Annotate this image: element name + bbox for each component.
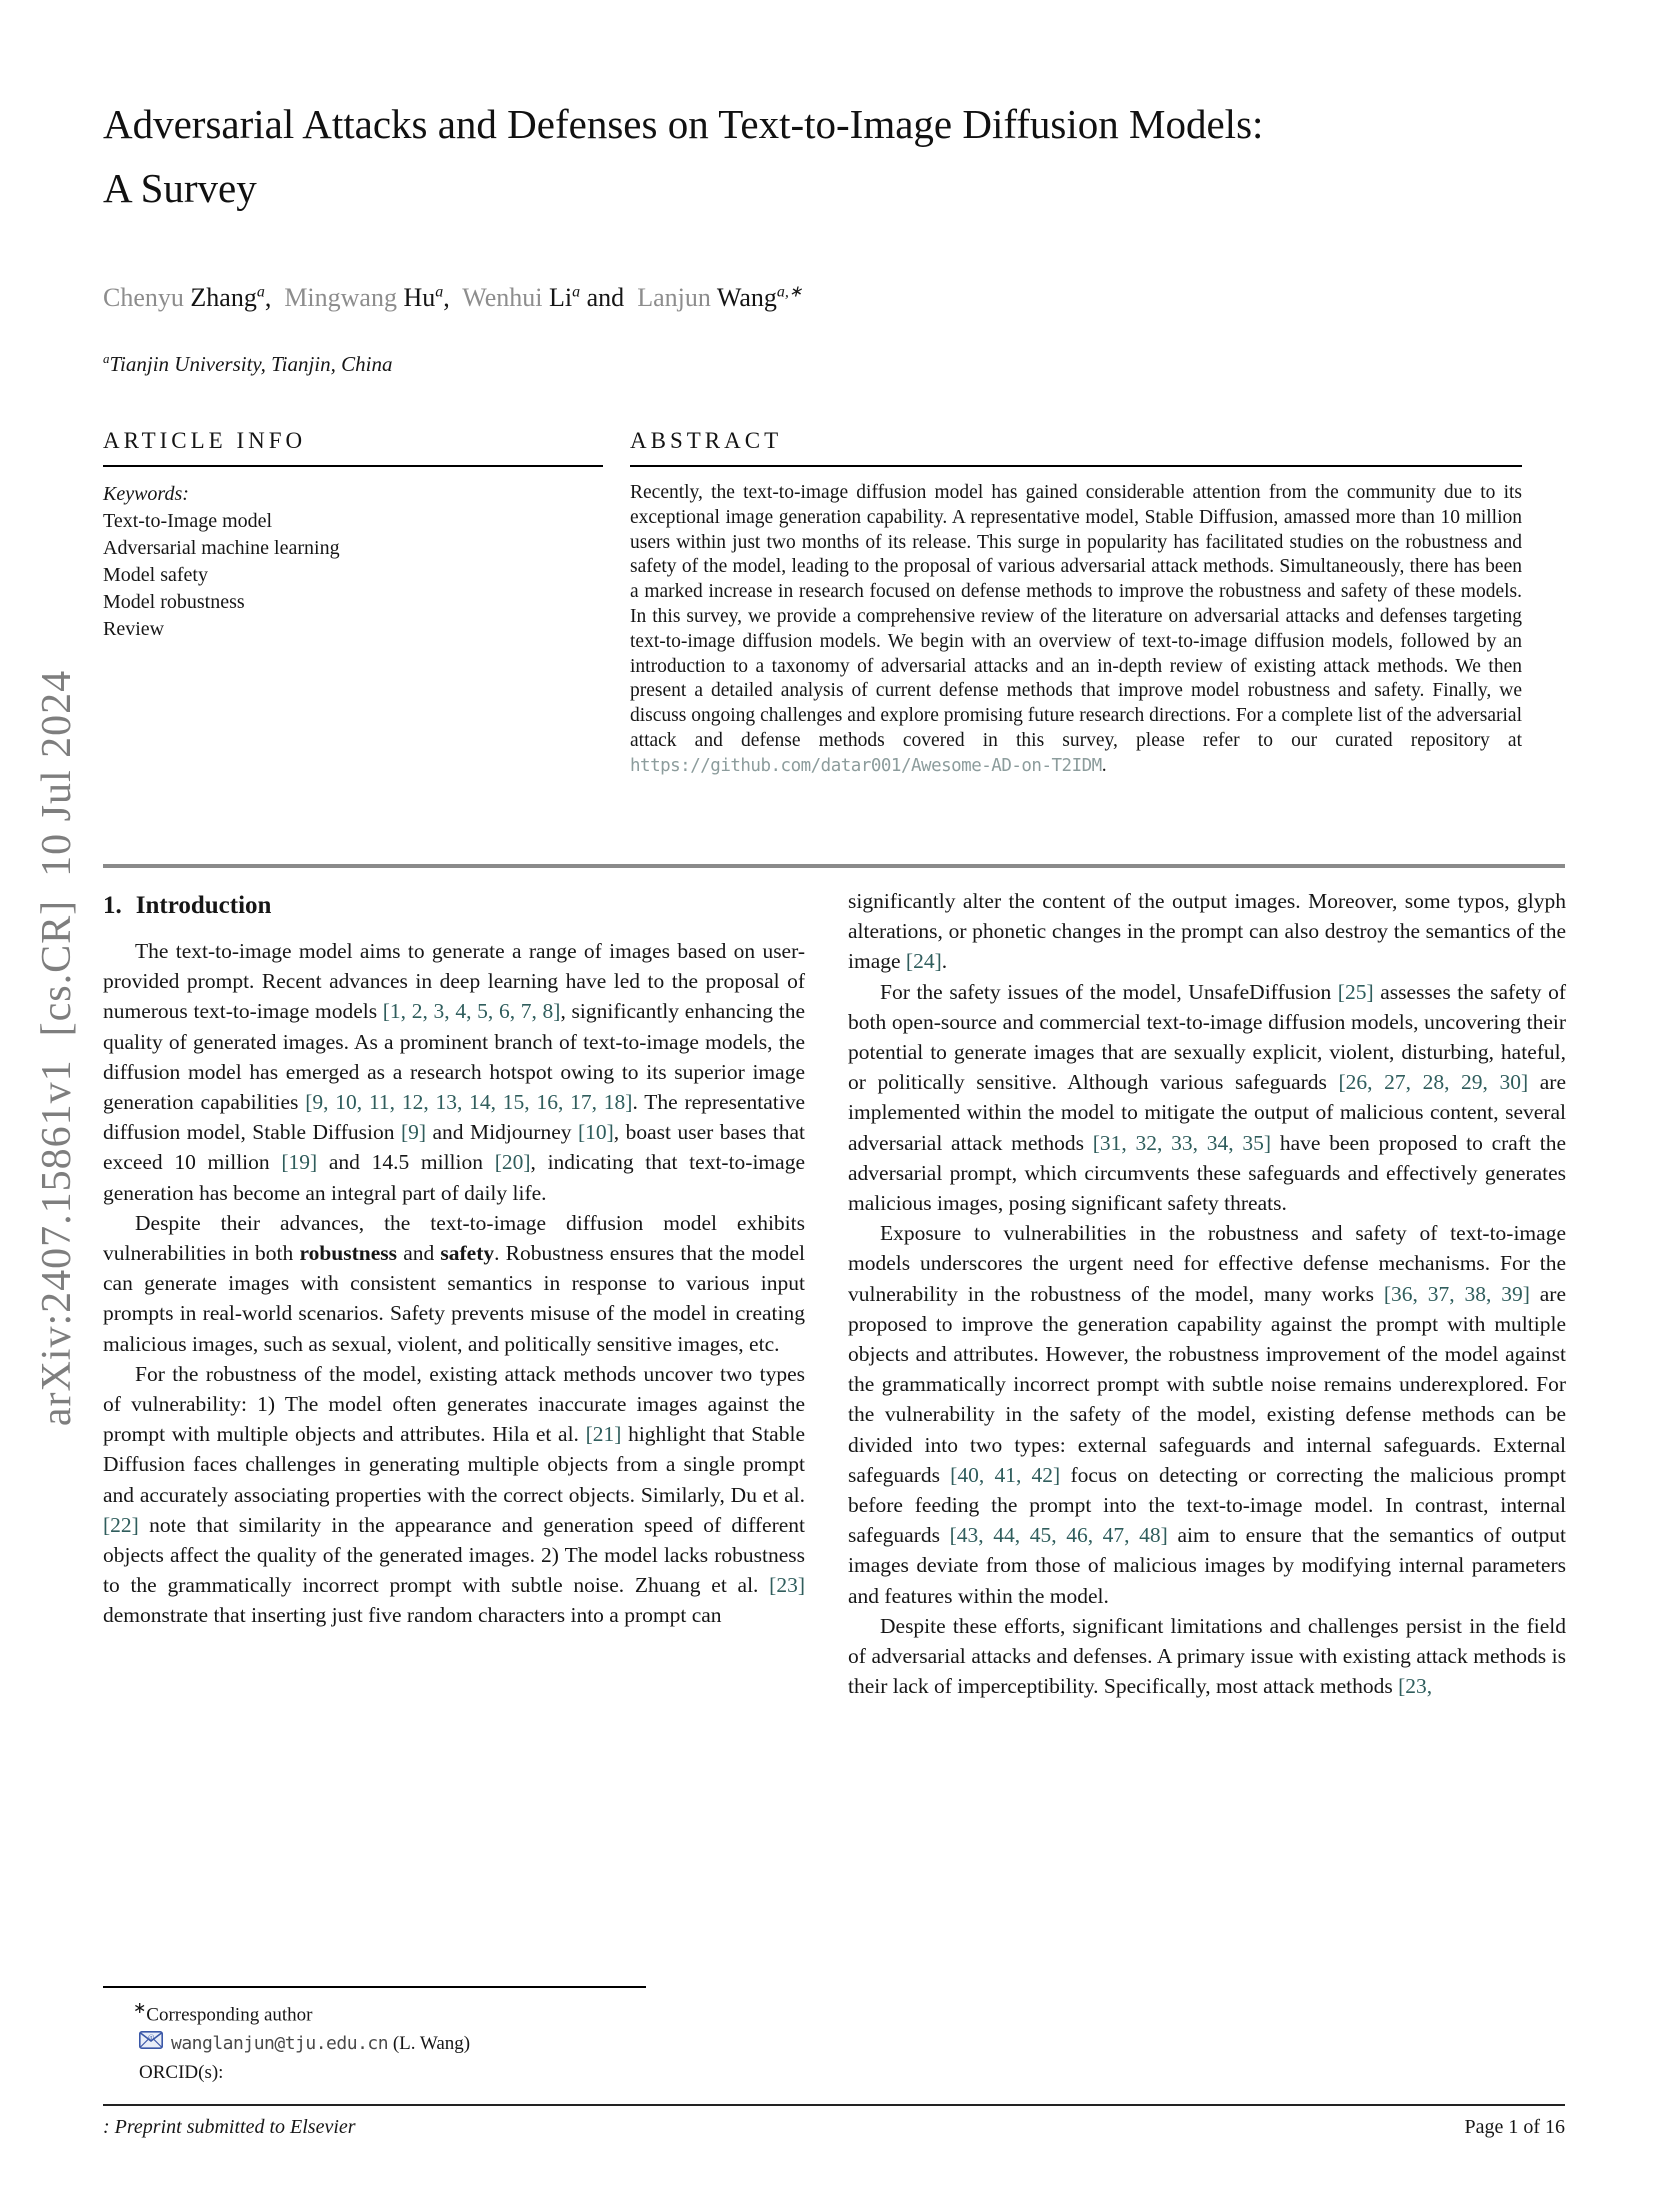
paper-title-line2: A Survey <box>103 165 257 211</box>
citation-link[interactable]: [36, 37, 38, 39] <box>1383 1281 1530 1306</box>
corresponding-email[interactable]: wanglanjun@tju.edu.cn <box>171 2033 389 2055</box>
author-affil-mark: a <box>256 283 265 301</box>
author-given-name: Chenyu <box>103 283 184 312</box>
keyword-item: Text-to-Image model <box>103 510 273 532</box>
keywords-label: Keywords: <box>103 483 189 505</box>
author-list <box>103 283 1503 313</box>
citation-link[interactable]: [43, 44, 45, 46, 47, 48] <box>949 1523 1168 1548</box>
citation-link[interactable]: [9] <box>400 1120 427 1145</box>
header-separator-rule <box>103 864 1565 868</box>
author-affil-mark: a <box>435 283 444 301</box>
orcid-line: ORCID(s): <box>139 2062 224 2084</box>
article-info-rule <box>103 465 603 467</box>
citation-link[interactable]: [1, 2, 3, 4, 5, 6, 7, 8] <box>382 999 561 1024</box>
citation-link[interactable]: [10] <box>577 1120 614 1145</box>
footer-rule <box>103 2104 1565 2106</box>
section-number: 1. <box>103 892 122 919</box>
keyword-item: Model safety <box>103 564 208 586</box>
author-family-name: Zhang <box>190 283 257 312</box>
citation-link[interactable]: [23, <box>1398 1674 1433 1699</box>
footnote-rule <box>103 1986 646 1988</box>
email-icon <box>139 2029 163 2058</box>
paragraph: For the robustness of the model, existing attack methods uncover two types of vulnerability: 1) The model often generates inaccurate images against the prompt with multiple objects and attributes. Hila et al. [21] highlight that Stable Diffusion faces challenges in generating multiple objects from a single prompt and accurately associating properties with the correct objects. Similarly, Du et al. [22] note that similarity in the appearance and generation speed of different objects affect the quality of the generated images. 2) The model lacks robustness to the grammatically incorrect prompt with subtle noise. Zhuang et al. [23] demonstrate that inserting just five random characters into a prompt can <box>103 1361 805 1628</box>
article-info-heading: ARTICLE INFO <box>103 428 307 453</box>
email-line <box>103 2029 805 2058</box>
citation-link[interactable]: [22] <box>103 1512 139 1537</box>
section-heading-introduction <box>103 892 805 920</box>
author-given-name: Wenhui <box>462 283 543 312</box>
citation-link[interactable]: [19] <box>281 1150 318 1175</box>
citation-link[interactable]: [21] <box>585 1422 622 1447</box>
affiliation <box>103 352 392 377</box>
abstract-text: Recently, the text-to-image diffusion model has gained considerable attention from the community due to its exceptional image generation capability. A representative model, Stable Diffusion, amassed more than 10 million users within just two months of its release. This surge in popularity has facilitated studies on the robustness and safety of the model, leading to the proposal of various adversarial attack methods. Simultaneously, there has been a marked increase in research focused on defense methods to improve the robustness and safety of these models. In this survey, we provide a comprehensive review of the literature on adversarial attacks and defenses targeting text-to-image diffusion models. We begin with an overview of text-to-image diffusion models, followed by an introduction to a taxonomy of adversarial attacks and an in-depth review of existing attack methods. We then present a detailed analysis of current defense methods that improve model robustness and safety. Finally, we discuss ongoing challenges and explore promising future research directions. For a complete list of the adversarial attack and defense methods covered in this survey, please refer to our curated repository at https://github.com/datar001/Awesome-AD-on-T2IDM. <box>630 482 1522 776</box>
author-given-name: Mingwang <box>284 283 397 312</box>
corresponding-author-note <box>103 1994 805 2029</box>
citation-link[interactable]: [31, 32, 33, 34, 35] <box>1092 1130 1272 1155</box>
citation-link[interactable]: [9, 10, 11, 12, 13, 14, 15, 16, 17, 18] <box>305 1090 633 1115</box>
abstract-rule <box>630 465 1522 467</box>
email-owner: (L. Wang) <box>388 2033 471 2055</box>
author-separator: , <box>443 283 463 312</box>
author-family-name: Li <box>549 283 573 312</box>
author-affil-mark: a <box>572 283 581 301</box>
corresponding-author-label: Corresponding author <box>146 2004 313 2026</box>
paper-title <box>103 92 1483 220</box>
svg-text:@: @ <box>147 2033 155 2042</box>
keyword-item: Review <box>103 618 165 640</box>
paragraph: Exposure to vulnerabilities in the robustness and safety of text-to-image models underscores the urgent need for effective defense mechanisms. For the vulnerability in the robustness of the model, many works [36, 37, 38, 39] are proposed to improve the generation capability against the prompt with multiple objects and attributes. However, the robustness improvement of the model against the grammatically incorrect prompt with subtle noise remains underexplored. For the vulnerability in the safety of the model, existing defense methods can be divided into two types: external safeguards and internal safeguards. External safeguards [40, 41, 42] focus on detecting or correcting the malicious prompt before feeding the prompt into the text-to-image model. In contrast, internal safeguards [43, 44, 45, 46, 47, 48] aim to ensure that the semantics of output images deviate from those of malicious images by modifying internal parameters and features within the model. <box>848 1221 1566 1608</box>
body-column-right <box>848 886 1566 1701</box>
paragraph: For the safety issues of the model, UnsafeDiffusion [25] assesses the safety of both open-source and commercial text-to-image diffusion models, uncovering their potential to generate images that are sexually explicit, violent, disturbing, hateful, or politically sensitive. Although various safeguards [26, 27, 28, 29, 30] are implemented within the model to mitigate the output of malicious content, several adversarial attack methods [31, 32, 33, 34, 35] have been proposed to craft the adversarial prompt, which circumvents these safeguards and effectively generates malicious images, posing significant safety threats. <box>848 979 1566 1216</box>
affiliation-text: Tianjin University, Tianjin, China <box>109 352 393 376</box>
page-number: Page 1 of 16 <box>1464 2116 1565 2138</box>
footer-preprint-note: : Preprint submitted to Elsevier <box>103 2116 356 2138</box>
citation-link[interactable]: [24] <box>905 949 942 974</box>
paragraph: significantly alter the content of the output images. Moreover, some typos, glyph alterations, or phonetic changes in the prompt can also destroy the semantics of the image [24]. <box>848 889 1566 974</box>
body-column-left <box>103 886 805 1631</box>
page-footer <box>103 2116 1565 2139</box>
emphasis-text: safety <box>440 1241 495 1266</box>
abstract-heading: ABSTRACT <box>630 428 783 453</box>
footnote-marker: ∗ <box>133 2000 147 2017</box>
paragraph: Despite their advances, the text-to-image diffusion model exhibits vulnerabilities in both robustness and safety. Robustness ensures that the model can generate images with consistent semantics in response to various input prompts in real-world scenarios. Safety prevents misuse of the model in creating malicious images, such as sexual, violent, and politically sensitive images, etc. <box>103 1210 806 1356</box>
abstract-section <box>630 428 1522 779</box>
keyword-item: Adversarial machine learning <box>103 537 340 559</box>
citation-link[interactable]: [40, 41, 42] <box>950 1462 1061 1487</box>
author-family-name: Hu <box>403 283 436 312</box>
repo-link[interactable]: https://github.com/datar001/Awesome-AD-on-T2IDM <box>630 755 1102 776</box>
author-given-name: Lanjun <box>637 283 711 312</box>
keywords-block <box>103 481 603 643</box>
citation-link[interactable]: [26, 27, 28, 29, 30] <box>1338 1070 1529 1095</box>
citation-link[interactable]: [23] <box>769 1573 805 1598</box>
paragraph: Despite these efforts, significant limitations and challenges persist in the field of adversarial attacks and defenses. A primary issue with existing attack methods is their lack of imperceptibility. Specifically, most attack methods [23, <box>848 1613 1566 1699</box>
citation-link[interactable]: [20] <box>494 1150 531 1175</box>
author <box>637 283 802 312</box>
author <box>284 283 462 312</box>
arxiv-banner: arXiv:2407.15861v1 [cs.CR] 10 Jul 2024 <box>34 669 80 1427</box>
author-separator: , <box>264 283 285 312</box>
affiliation-mark: a <box>103 351 110 366</box>
author <box>462 283 637 312</box>
emphasis-text: robustness <box>299 1241 398 1266</box>
article-info-section <box>103 428 603 643</box>
citation-link[interactable]: [25] <box>1337 979 1374 1004</box>
keyword-item: Model robustness <box>103 591 245 613</box>
paragraph: The text-to-image model aims to generate a range of images based on user-provided prompt. Recent advances in deep learning have led to the proposal of numerous text-to-image models [1, 2, 3, 4, 5, 6, 7, 8], significantly enhancing the quality of generated images. As a prominent branch of text-to-image models, the diffusion model has emerged as a research hotspot owing to its superior image generation capabilities [9, 10, 11, 12, 13, 14, 15, 16, 17, 18]. The representative diffusion model, Stable Diffusion [9] and Midjourney [10], boast user bases that exceed 10 million [19] and 14.5 million [20], indicating that text-to-image generation has become an integral part of daily life. <box>103 939 806 1205</box>
footnote-block <box>103 1986 805 2087</box>
author <box>103 283 284 312</box>
section-title: Introduction <box>135 892 272 919</box>
author-separator: and <box>580 283 638 312</box>
author-affil-mark: a,∗ <box>776 283 803 301</box>
author-family-name: Wang <box>716 283 777 312</box>
paper-title-line1: Adversarial Attacks and Defenses on Text-to-Image Diffusion Models: <box>103 101 1264 147</box>
